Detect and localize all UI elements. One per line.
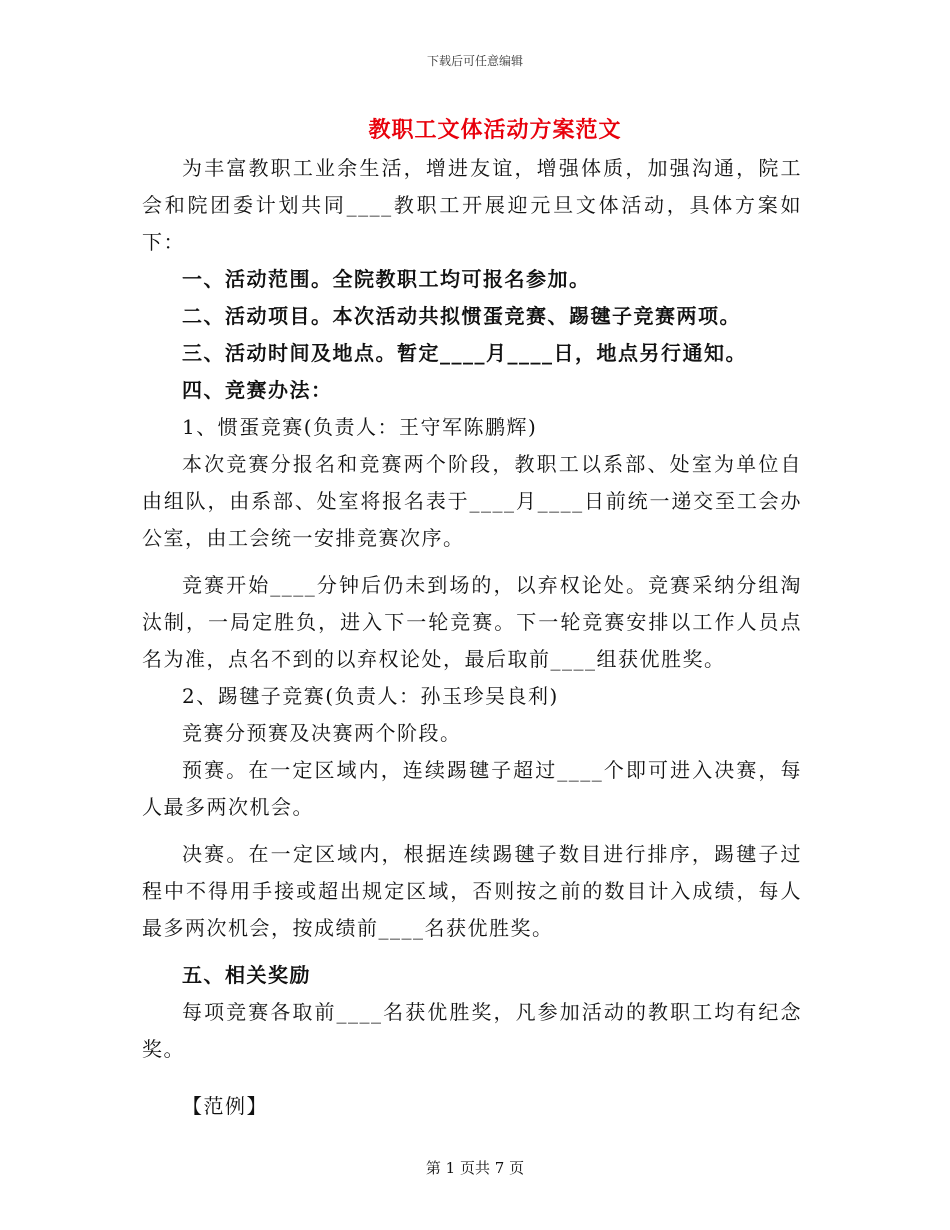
subsection-2-paragraph-2: 预赛。在一定区域内，连续踢毽子超过____个即可进入决赛，每人最多两次机会。 — [142, 758, 802, 819]
intro-paragraph: 为丰富教职工业余生活，增进友谊，增强体质，加强沟通，院工会和院团委计划共同____教职工开展迎元旦文体活动，具体方案如下： — [142, 156, 802, 254]
document-title: 教职工文体活动方案范文 — [368, 117, 622, 143]
subsection-2-title: 2、踢毽子竞赛(负责人：孙玉珍吴良利) — [182, 684, 559, 708]
section-1-heading: 一、活动范围。全院教职工均可报名参加。 — [182, 267, 591, 291]
example-label: 【范例】 — [182, 1094, 268, 1118]
subsection-1-paragraph-1: 本次竞赛分报名和竞赛两个阶段，教职工以系部、处室为单位自由组队，由系部、处室将报名表于____月____日前统一递交至工会办公室，由工会统一安排竞赛次序。 — [142, 452, 802, 550]
section-5-heading: 五、相关奖励 — [182, 963, 311, 987]
subsection-2-paragraph-3: 决赛。在一定区域内，根据连续踢毽子数目进行排序，踢毽子过程中不得用手接或超出规定区域，否则按之前的数目计入成绩，每人最多两次机会，按成绩前____名获优胜奖。 — [142, 842, 802, 940]
document-body — [142, 150, 802, 1125]
subsection-1-paragraph-2: 竞赛开始____分钟后仍未到场的，以弃权论处。竞赛采纳分组淘汰制，一局定胜负，进入下一轮竞赛。下一轮竞赛安排以工作人员点名为准，点名不到的以弃权论处，最后取前____组获优胜奖。 — [142, 573, 802, 671]
header-note: 下载后可任意编辑 — [426, 54, 523, 68]
page-footer: 第 1 页共 7 页 — [425, 1159, 525, 1177]
section-5-paragraph: 每项竞赛各取前____名获优胜奖，凡参加活动的教职工均有纪念奖。 — [142, 1000, 802, 1061]
subsection-2-paragraph-1: 竞赛分预赛及决赛两个阶段。 — [182, 721, 462, 745]
subsection-1-title: 1、惯蛋竞赛(负责人：王守军陈鹏辉) — [182, 415, 538, 439]
section-3-heading: 三、活动时间及地点。暂定____月____日，地点另行通知。 — [182, 341, 747, 365]
section-4-heading: 四、竞赛办法： — [182, 378, 333, 402]
section-2-heading: 二、活动项目。本次活动共拟惯蛋竞赛、踢毽子竞赛两项。 — [182, 304, 741, 328]
